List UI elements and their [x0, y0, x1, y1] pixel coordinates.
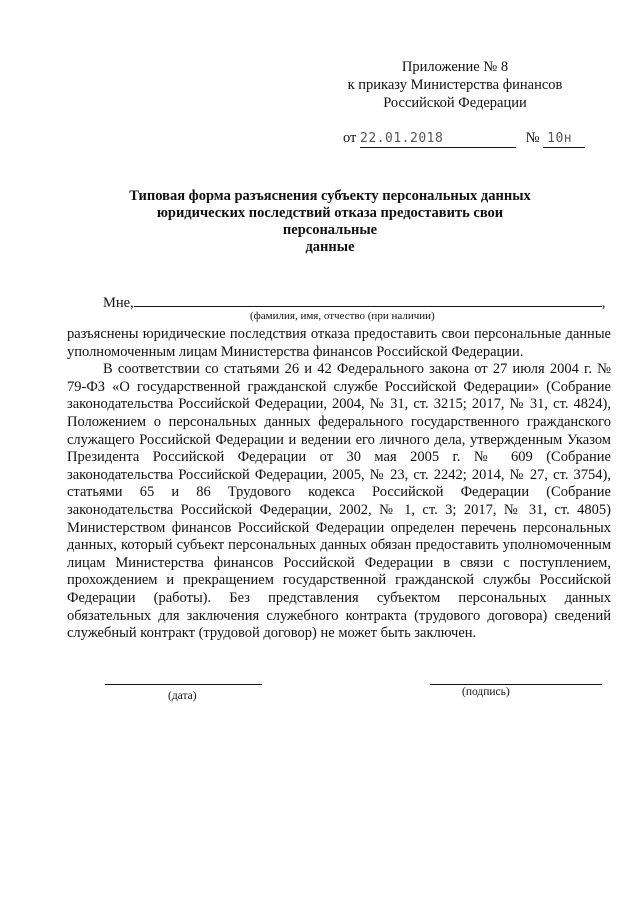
appendix-order-ref: к приказу Министерства финансов	[347, 77, 563, 93]
title-line-3: данные	[305, 239, 355, 255]
signature-line[interactable]	[430, 684, 602, 685]
date-field	[360, 130, 516, 148]
body-text	[67, 326, 611, 643]
order-date-number	[343, 130, 603, 148]
appendix-number: Приложение № 8	[401, 59, 509, 75]
mne-label: Мне,	[103, 295, 134, 311]
appendix-federation: Российской Федерации	[383, 95, 527, 111]
name-row	[103, 292, 623, 312]
document-title	[110, 188, 550, 256]
date-prefix: от	[343, 130, 357, 146]
title-line-1: Типовая форма разъяснения субъекту персональных данных	[129, 188, 531, 204]
date-label: (дата)	[168, 690, 197, 702]
full-name-hint: (фамилия, имя, отчество (при наличии)	[250, 310, 435, 322]
date-signature-line[interactable]	[105, 684, 262, 685]
number-prefix: №	[525, 130, 540, 146]
title-line-2: юридических последствий отказа предоставить свои персональные	[156, 205, 504, 238]
paragraph-1: разъяснены юридические последствия отказа предоставить свои персональные данные уполномоченным лицам Министерства финансов Российской Федерации.	[67, 326, 611, 360]
signature-label: (подпись)	[462, 686, 510, 698]
paragraph-2: В соответствии со статьями 26 и 42 Федерального закона от 27 июля 2004 г. № 79-ФЗ «О государственной гражданской службе Российской Федерации» (Собрание законодательства Российской Федерации, 2004, № 31, ст. 3215; 2017, № 31, ст. 4824), Положением о персональных данных федерального государственного гражданского служащего Российской Федерации и ведении его личного дела, утвержденным Указом Президента Российской Федерации от 30 мая 2005 г. № 609 (Собрание законодательства Российской Федерации, 2005, № 23, ст. 2242; 2014, № 27, ст. 3754), статьями 65 и 86 Трудового кодекса Российской Федерации (Собрание законодательства Российской Федерации, 2002, № 1, ст. 3; 2017, № 31, ст. 4805) Министерством финансов Российской Федерации определен перечень персональных данных, который субъект персональных данных обязан предоставить уполномоченным лицам Министерства финансов Российской Федерации в связи с поступлением, прохождением и прекращением государственной гражданской службы Российской Федерации (работы). Без представления субъектом персональных данных обязательных для заключения служебного контракта (трудового договора) сведений служебный контракт (трудовой договор) не может быть заключен.	[67, 361, 611, 642]
mne-comma: ,	[601, 295, 606, 311]
number-field	[543, 130, 585, 148]
appendix-block	[330, 58, 580, 112]
date-value: 22.01.2018	[360, 131, 444, 146]
number-value: 10н	[547, 131, 573, 146]
full-name-blank[interactable]	[134, 292, 602, 307]
